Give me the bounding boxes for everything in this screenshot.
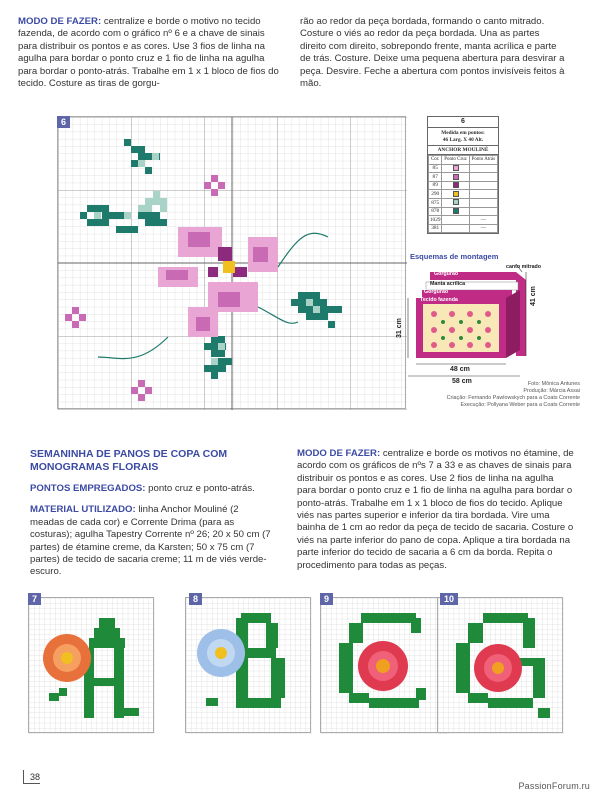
legend-color-code: 1029 xyxy=(429,216,441,223)
photo-credits xyxy=(370,381,580,409)
modo-de-fazer-lead-2: MODO DE FAZER: xyxy=(297,448,381,459)
label-gorgurao-mid: Gorgurão xyxy=(424,289,449,295)
dim-41cm: 41 cm xyxy=(530,286,537,306)
pontos-lead: PONTOS EMPREGADOS: xyxy=(30,483,146,494)
legend-cross-swatch xyxy=(442,173,469,182)
chart-7-grid xyxy=(29,598,155,734)
cross-stitch-chart-9 xyxy=(320,597,446,733)
materials-section xyxy=(30,448,275,579)
legend-back-stitch xyxy=(469,173,497,182)
cross-stitch-chart-7 xyxy=(28,597,154,733)
credit-photo: Foto: Mônica Antunes xyxy=(527,381,580,387)
credit-creation: Criação: Fernando Pawlowsky​ch para a Coats Corrente xyxy=(446,395,580,401)
chart-7-number: 7 xyxy=(28,593,41,605)
legend-cross-swatch xyxy=(442,181,469,190)
legend-row xyxy=(429,164,498,173)
dim-48cm: 48 cm xyxy=(450,366,470,373)
legend-color-code: 878 xyxy=(429,207,442,216)
legend-color-code: 875 xyxy=(429,198,442,207)
color-swatch-icon xyxy=(453,182,459,188)
dim-58cm: 58 cm xyxy=(452,378,472,385)
legend-row xyxy=(429,173,498,182)
color-swatch-icon xyxy=(453,199,459,205)
modo-de-fazer-lead: MODO DE FAZER: xyxy=(18,16,102,27)
legend-back-stitch xyxy=(469,164,497,173)
legend-color-code: 290 xyxy=(429,190,442,199)
legend-cross-swatch xyxy=(442,207,469,216)
legend-back-stitch: — xyxy=(469,216,497,225)
label-gorgurao-top: Gorgurão xyxy=(434,271,459,277)
chart-8-grid xyxy=(186,598,312,734)
chart-10-number: 10 xyxy=(440,593,458,605)
color-swatch-icon xyxy=(453,191,459,197)
chart-10-grid xyxy=(438,598,564,734)
legend-back-stitch xyxy=(469,181,497,190)
label-tecido-fazenda: Tecido fazenda xyxy=(420,297,458,303)
legend-header-back: Ponto Atrás xyxy=(469,156,497,165)
chart-6-number: 6 xyxy=(57,116,70,128)
dim-31cm: 31 cm xyxy=(396,318,403,338)
section-heading: SEMANINHA DE PANOS DE COPA COM MONOGRAMAS FLORAIS xyxy=(30,448,228,473)
cross-stitch-chart-10 xyxy=(437,597,563,733)
color-swatch-icon xyxy=(453,165,459,171)
legend-size-line1: Medida em pontos: xyxy=(441,130,485,136)
legend-row xyxy=(429,190,498,199)
modo-de-fazer-body: centralize e borde o motivo no tecido fazenda, de acordo com o gráfico nº 6 e a chave de sinais para distribuir os pontos e as cores. Use 3 fios de linha na agulha para bordar o ponto cruz e 1 fio de linha na agulha para bordar o ponto-atrás. Trabalhe em 1 x 1 bloco de fios do tecido. Costure as tiras de gorgu- xyxy=(18,16,279,90)
assembly-layers xyxy=(386,250,586,390)
legend-back-stitch: — xyxy=(469,224,497,233)
credit-production: Produção: Márcia Assai xyxy=(523,388,580,394)
chart-6-grid xyxy=(58,117,407,410)
legend-cross-swatch xyxy=(442,190,469,199)
legend-color-code: 87 xyxy=(429,173,442,182)
instructions-top-right xyxy=(300,16,565,90)
page-number: 38 xyxy=(23,770,40,784)
legend-color-code: 89 xyxy=(429,181,442,190)
legend-chart-number: 6 xyxy=(428,117,498,128)
cross-stitch-chart-8 xyxy=(185,597,311,733)
material-utilizado xyxy=(30,504,275,578)
chart-9-grid xyxy=(321,598,447,734)
legend-back-stitch xyxy=(469,207,497,216)
legend-color-code: 85 xyxy=(429,164,442,173)
instructions-bottom-right xyxy=(297,448,575,572)
instructions-continued: rão ao redor da peça bordada, formando o canto mitrado. Costure o viés ao redor da peça bordada. Una as partes direito com direito, sobrepondo frente, manta acrílica e parte de trás. Costure. Deixe uma pequena abertura para desvirar a peça. Desvire. Feche a abertura com pontos invisíveis feitos à mão. xyxy=(300,16,565,90)
legend-back-stitch xyxy=(469,190,497,199)
legend-row xyxy=(429,198,498,207)
chart-9-number: 9 xyxy=(320,593,333,605)
legend-row xyxy=(429,207,498,216)
color-swatch-icon xyxy=(453,208,459,214)
watermark: PassionForum.ru xyxy=(518,781,590,791)
label-manta-acrilica: Manta acrílica xyxy=(430,281,466,287)
assembly-diagram xyxy=(386,250,586,390)
legend-cross-swatch xyxy=(442,198,469,207)
credit-execution: Execução: Pollyana Weber para a Coats Corrente xyxy=(460,402,580,408)
legend-size xyxy=(428,128,498,146)
color-swatch-icon xyxy=(453,174,459,180)
assembly-title: Esquemas de montagem xyxy=(410,252,499,261)
legend-table xyxy=(428,155,498,233)
legend-header-color: Cor. xyxy=(429,156,442,165)
legend-size-line2: 46 Larg. X 40 Alt. xyxy=(442,136,484,143)
chart-8-number: 8 xyxy=(189,593,202,605)
legend-cross-swatch xyxy=(442,164,469,173)
color-key-table xyxy=(427,116,499,234)
legend-row xyxy=(429,181,498,190)
color-swatch-icon xyxy=(453,225,459,231)
legend-header-cross: Ponto Cruz xyxy=(442,156,469,165)
material-body: linha Anchor Mouliné (2 meadas de cada cor) e Corrente Drima (para as costuras); agulha Tapestry Corrente nº 26; 20 x 50 cm (7 partes) de étamine creme, da Karsten; 50 x 75 cm (7 partes) de tecido de sacaria creme; 11 m de viés verde-escuro. xyxy=(30,504,271,578)
cross-stitch-chart-6 xyxy=(57,116,406,409)
instructions-top-left xyxy=(18,16,283,90)
legend-cross-swatch xyxy=(442,224,469,233)
legend-back-stitch xyxy=(469,198,497,207)
legend-color-code: 381 xyxy=(429,224,442,233)
material-lead: MATERIAL UTILIZADO: xyxy=(30,504,136,516)
pontos-empregados xyxy=(30,483,275,495)
legend-brand: ANCHOR MOULINÉ xyxy=(428,146,498,155)
modo-de-fazer-body-2: centralize e borde os motivos no étamine, de acordo com os gráficos de nºs 7 a 33 e as chaves de sinais para distribuir os pontos e as cores. Use 2 fios de linha na agulha para bordar o ponto cruz e 1 fio de linha na agulha para bordar o ponto-atrás. Trabalhe em 1 x 1 bloco de fios do tecido. Aplique viés nas partes superior e inferior da tira bordada. Vire uma bainha de 1 cm ao redor da peça de tecido de sacaria. Costure o viés na parte inferior do pano de copa. Aplique a tira bordada na parte inferior do tecido de sacaria a 6 cm da borda. Repita o procedimento para todas as peças. xyxy=(297,448,574,571)
legend-row xyxy=(429,224,498,233)
pontos-body: ponto cruz e ponto-atrás. xyxy=(145,483,255,494)
legend-cross-swatch xyxy=(442,216,469,225)
label-canto-mitrado: canto mitrado xyxy=(506,264,542,270)
legend-row xyxy=(429,216,498,225)
color-swatch-icon xyxy=(453,217,459,223)
